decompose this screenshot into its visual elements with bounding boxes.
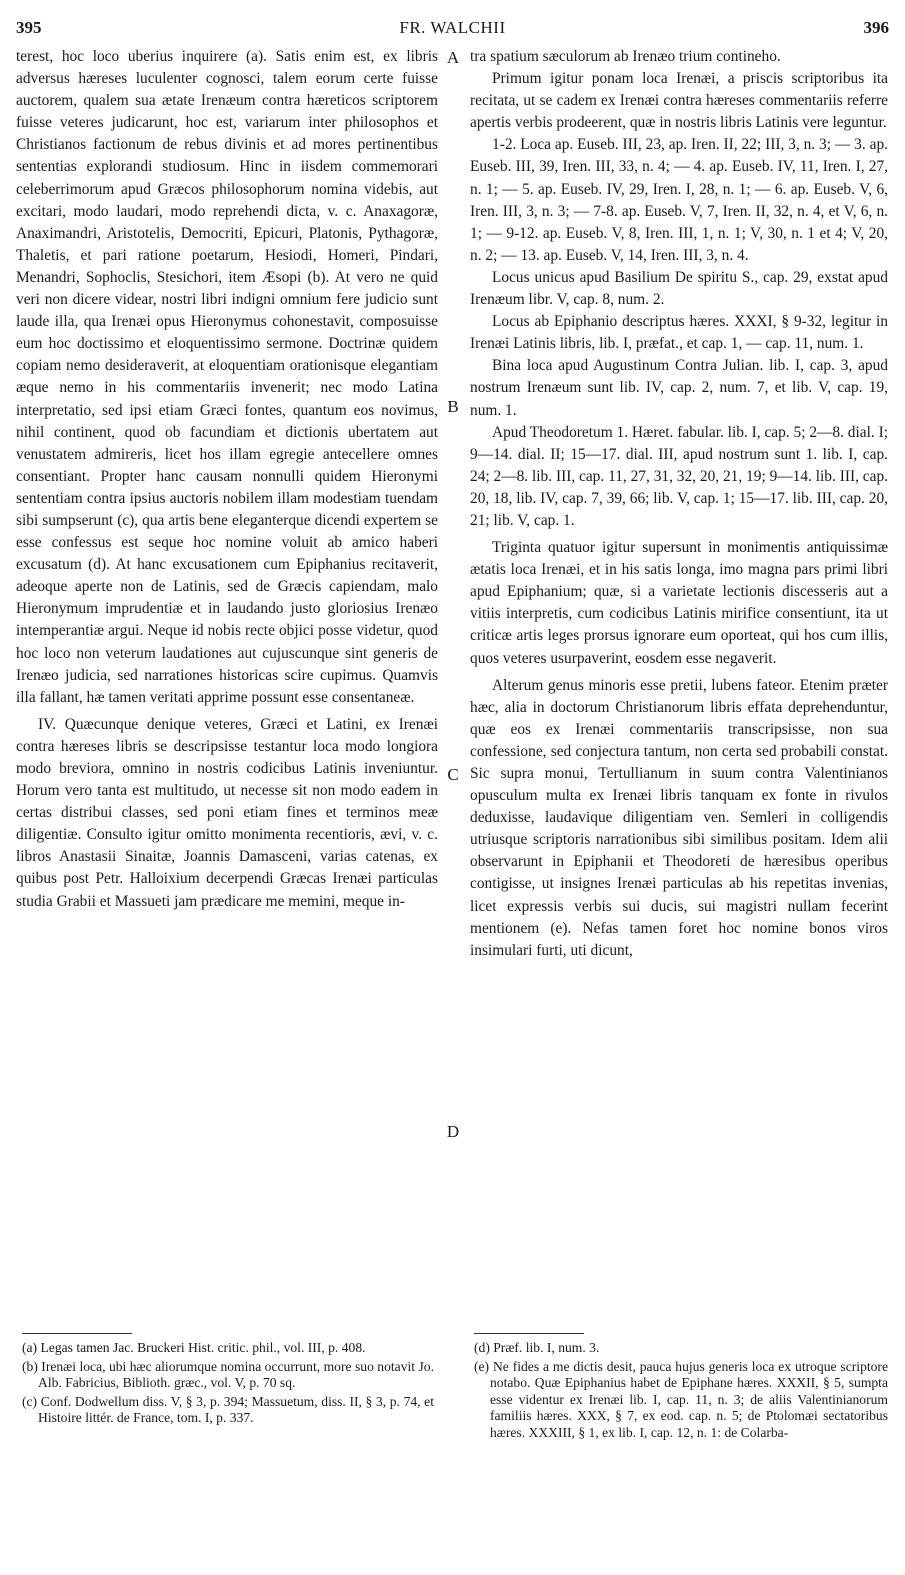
right-column: [470, 46, 888, 962]
right-paragraph-8: Triginta quatuor igitur supersunt in monimentis antiquissimæ ætatis loca Irenæi, et in his satis longa, imo magna pars primi libri apud Epiphanium; quæ, si a varietate lectionis discesseris aut a vitiis interpretis, cum codicibus Latinis mirifice consentiunt, ita ut criticæ artis leges prorsus ignorare eum oporteat, qui hos cum illis, quos veteres usurpaverint, eosdem esse negaverit.: [470, 539, 888, 667]
left-page-number: 395: [16, 18, 42, 37]
right-paragraph-5: Locus ab Epiphanio descriptus hæres. XXXI, § 9-32, legitur in Irenæi Latinis libris, lib. I, præfat., et cap. 1, — cap. 11, num. 1.: [470, 313, 888, 353]
right-paragraph-6: Bina loca apud Augustinum Contra Julian. lib. I, cap. 3, apud nostrum Irenæum sunt lib. IV, cap. 2, num. 7, et lib. V, cap. 19, num. 1.: [470, 357, 888, 419]
margin-letter-a: A: [446, 48, 460, 67]
footnote-d: (d) Præf. lib. I, num. 3.: [474, 1340, 600, 1355]
footnote-a: (a) Legas tamen Jac. Bruckeri Hist. critic. phil., vol. III, p. 408.: [22, 1340, 366, 1355]
running-title: FR. WALCHII: [399, 18, 506, 37]
footnote-c: (c) Conf. Dodwellum diss. V, § 3, p. 394; Massuetum, diss. II, § 3, p. 74, et Histoire littér. de France, tom. I, p. 337.: [22, 1393, 434, 1426]
footnote-rule-right: [474, 1333, 584, 1334]
left-paragraph-1: terest, hoc loco uberius inquirere (a). Satis enim est, ex libris adversus hæreses luculenter cognosci, talem eorum certe fuisse auctorem, qualem sua ætate Irenæum contra hæreticos scriptorem fuisse veteres judicarunt, hoc est, variarum inter philosophos et Christianos factionum de rebus divinis et ad mores pertinentibus sententias explorandi studiosum. Hinc in iisdem commemorari celeberrimorum apud Græcos philosophorum nomina videbis, aut excitari, modo laudari, modo reprehendi dicta, v. c. Anaxagoræ, Anaximandri, Aristotelis, Democriti, Epicuri, Platonis, Pythagoræ, Thaletis, et pari ratione poetarum, Hesiodi, Homeri, Pindari, Menandri, Sophoclis, Stesichori, item Æsopi (b). At vero ne quid veri non dicere videar, nostri libri indigni omnium fere judicio sunt laude illa, qua Irenæi opus Hieronymus cohonestavit, composuisse eum hoc doctissimo et eloquentissimo sermone. Doctrinæ quidem copiam nemo desideraverit, at eloquentiam orationisque elegantiam æque nemo in his commentariis invenerit; nec modo Latina interpretatio, sed ipsi etiam Græci fontes, quantum eos novimus, nihil continent, quod ob facundiam et dictionis ubertatem aut venustatem admireris, licet hos illam egregie antecellere omnes consentiant. Propter hanc causam nonnulli quidem Hieronymi sententiam contra ipsius auctoris nobilem illam modestiam tuendam sibi sumpserunt (c), qua artis bene eleganterque dicendi expertem se esse confessus est seque hoc nomine voluit ab amico haberi excusatum (d). At hanc excusationem cum Epiphanius recitaverit, adeoque aperte non de Latinis, sed de Græcis capiendam, malo Hieronymum imprudentiæ et in laudando justo gloriosius Irenæo intemperantiæ argui. Neque id nobis recte objici posse videtur, quod hoc loco non veterum laudationes aut cujuscunque sint generis de Irenæo judicia, sed narrationes historicas scire cupimus. Quamvis illa fallant, hæ tamen veritati apprime possunt esse consentaneæ.: [16, 48, 438, 706]
right-paragraph-9: Alterum genus minoris esse pretii, lubens fateor. Etenim præter hæc, alia in doctorum Christianorum libris effata deprehenduntur, quæ eos ex Irenæi commentariis transcripsisse, non sua confessione, sed conjectura tantum, non certa sed probabili constat. Sic supra monui, Tertullianum in suum contra Valentinianos opusculum multa ex Irenæi libris tanquam ex fonte in rivulos deduxisse, laudavique diligentiam ven. Semleri in colligendis utriusque scriptoris narrationibus sibi similibus positam. Idem alii observarunt in Epiphanii et Theodoreti de hæresibus operibus contigisse, ut insignes Irenæi particulas ab his repetitas invenias, licet expressis verbis sui ducis, sui magistri nullam fecerint mentionem (e). Nefas tamen foret hoc nomine bonos viros insimulari furti, uti dicunt,: [470, 676, 888, 959]
margin-letter-c: C: [447, 765, 459, 784]
left-paragraph-2: IV. Quæcunque denique veteres, Græci et Latini, ex Irenæi contra hæreses libris se descripsisse testantur loca modo longiora modo breviora, omnino in nostris codicibus Latinis inveniuntur. Horum vero tanta est multitudo, ut necesse sit non modo eadem in certas distribui classes, sed poni etiam fines et terminos meæ diligentiæ. Consulto igitur omitto monimenta recentioris, ævi, v. c. libros Anastasii Sinaitæ, Joannis Damasceni, varias catenas, ex quibus post Petr. Halloixium decerpendi Græcas Irenæi particulas studia Grabii et Massueti jam prædicare me memini, meque in-: [16, 715, 438, 910]
right-paragraph-4: Locus unicus apud Basilium De spiritu S., cap. 29, exstat apud Irenæum libr. V, cap. 8, num. 2.: [470, 268, 888, 309]
footnote-b: (b) Irenæi loca, ubi hæc aliorumque nomina occurrunt, more suo notavit Jo. Alb. Fabricius, Biblioth. græc., vol. V, p. 70 sq.: [22, 1358, 434, 1391]
right-paragraph-3: 1-2. Loca ap. Euseb. III, 23, ap. Iren. II, 22; III, 3, n. 3; — 3. ap. Euseb. III, 39, Iren. III, 33, n. 4; — 4. ap. Euseb. IV, 11, Iren. I, 27, n. 1; — 5. ap. Euseb. IV, 29, Iren. I, 28, n. 1; — 6. ap. Euseb. V, 6, Iren. III, 3, n. 3; — 7-8. ap. Euseb. V, 7, Iren. II, 32, n. 4, et V, 6, n. 1; — 9-12. ap. Euseb. V, 8, Iren. III, 1, n. 1; V, 30, n. 1 et 4; V, 20, n. 2; — 13. ap. Euseb. V, 14, Iren. III, 3, n. 4.: [470, 136, 888, 264]
footnote-e: (e) Ne fides a me dictis desit, pauca hujus generis loca ex utroque scriptore notabo. Quæ Epiphanius habet de Epiphane hæres. XXXII, § 5, sumpta esse videntur ex Irenæi lib. I, cap. 11, n. 3; de aliis Valentinianorum familiis hæres. XXX, § 7, ex eod. cap. n. 5; de Ptolomæi sectatoribus hæres. XXXIII, § 1, ex lib. I, cap. 12, n. 1: de Colarba-: [474, 1358, 888, 1440]
right-paragraph-2: Primum igitur ponam loca Irenæi, a priscis scriptoribus ita recitata, ut se cadem ex Irenæi contra hæreses commentariis referre apertis verbis prodeerent, quæ in nostris libris Latinis vere leguntur.: [470, 70, 888, 132]
footnotes-right: [474, 1340, 888, 1444]
footnote-rule-left: [22, 1333, 132, 1334]
margin-letter-b: B: [447, 397, 459, 416]
left-column: [16, 46, 438, 913]
footnotes-left: [22, 1340, 434, 1429]
right-paragraph-1: tra spatium sæculorum ab Irenæo trium contineho.: [470, 48, 781, 65]
margin-letter-d: D: [446, 1122, 460, 1141]
right-paragraph-7: Apud Theodoretum 1. Hæret. fabular. lib. I, cap. 5; 2—8. dial. I; 9—14. dial. II; 15—17. dial. III, apud nostrum sunt 1. lib. I, cap. 24; 2—8. lib. III, cap. 11, 27, 31, 32, 20, 21, 19; 9—14. lib. III, cap. 20, 18, lib. IV, cap. 7, 39, 66; lib. V, cap. 1; 15—17. lib. III, cap. 20, 21; lib. V, cap. 1.: [470, 423, 888, 529]
right-page-number: 396: [863, 18, 889, 37]
